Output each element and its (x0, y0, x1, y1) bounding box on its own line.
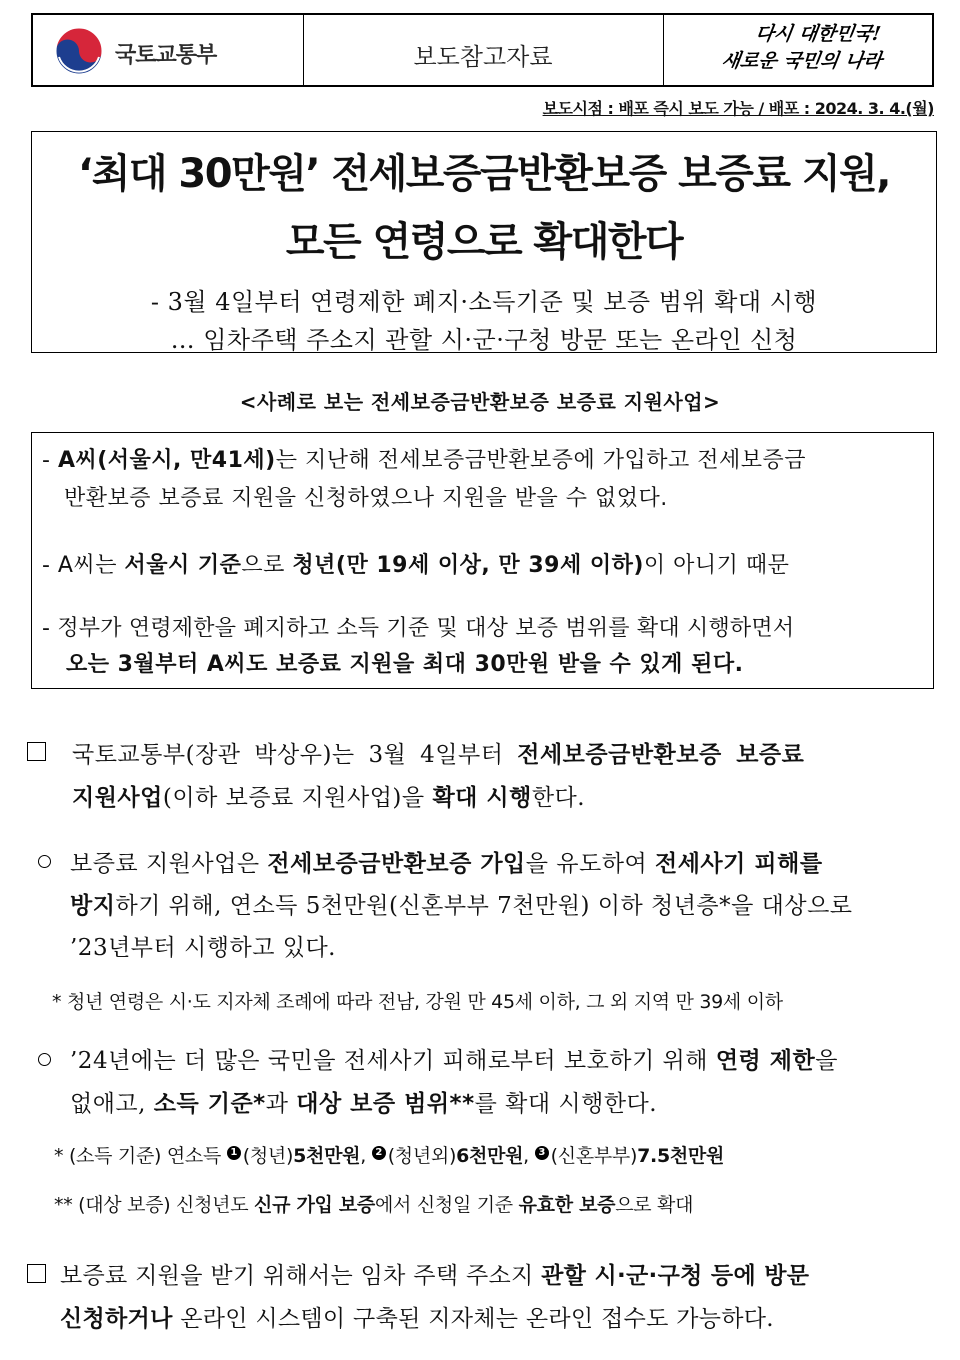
p2-f: 하기 위해, 연소득 5천만원(신혼부부 7천만원) 이하 청년층*을 대상으로 (115, 893, 853, 919)
case-line-2: 반환보증 보증료 지원을 신청하였으나 지원을 받을 수 없었다. (64, 486, 668, 511)
case-line-3-d: 청년(만 19세 이상, 만 39세 이하) (292, 553, 644, 578)
paragraph-3-line-2 (70, 1085, 657, 1118)
case-person: A씨(서울시, 만41세) (57, 448, 276, 473)
paragraph-1-line-2 (72, 779, 585, 812)
p4-c: 신청하거나 (60, 1306, 173, 1332)
note2-f: (신혼부부) (550, 1145, 638, 1167)
case-line-3-b: 서울시 기준 (124, 553, 242, 578)
note3-a: ** (대상 보증) 신청년도 (54, 1194, 255, 1216)
case-line-3-c: 으로 (241, 553, 293, 578)
bullet-circle-1 (38, 855, 51, 868)
release-info: 보도시점 : 배포 즉시 보도 가능 / 배포 : 2024. 3. 4.(월) (542, 99, 934, 118)
paragraph-3-line-1 (70, 1042, 838, 1075)
p1-e: 확대 시행 (432, 785, 532, 811)
paragraph-2-line-1 (70, 845, 823, 878)
note2-a: * (소득 기준) 연소득 (54, 1145, 227, 1167)
p1-a: 국토교통부(장관 박상우)는 3월 4일부터 (72, 742, 518, 768)
subtitle-line-1: - 3월 4일부터 연령제한 폐지·소득기준 및 보증 범위 확대 시행 (150, 288, 818, 316)
note3-c: 에서 신청일 기준 (375, 1194, 519, 1216)
case-line-5: 오는 3월부터 A씨도 보증료 지원을 최대 30만원 받을 수 있게 된다. (66, 652, 744, 677)
p2-c: 을 유도하여 (525, 851, 655, 877)
p4-a: 보증료 지원을 받기 위해서는 임차 주택 주소지 (60, 1263, 542, 1289)
case-box (31, 432, 934, 689)
note2-c: 5천만원 (293, 1145, 361, 1167)
government-emblem-icon (55, 27, 103, 75)
case-line-4: - 정부가 연령제한을 폐지하고 소득 기준 및 대상 보증 범위를 확대 시행하면서 (42, 616, 795, 641)
bullet-square-1 (27, 742, 46, 761)
p3-d: 없애고, (70, 1091, 154, 1117)
note3-b: 신규 가입 보증 (254, 1194, 375, 1216)
p3-c: 을 (815, 1048, 838, 1074)
title-line-1: ‘최대 30만원’ 전세보증금반환보증 보증료 지원, (78, 151, 890, 197)
p4-b: 관할 시·군·구청 등에 방문 (541, 1263, 810, 1289)
title-box (31, 131, 937, 353)
p1-d: (이하 보증료 지원사업)을 (162, 785, 433, 811)
p2-a: 보증료 지원사업은 (70, 851, 268, 877)
p3-g: 대상 보증 범위** (296, 1091, 475, 1117)
case-line-3 (42, 548, 923, 579)
note2-b: (청년) (242, 1145, 294, 1167)
p1-f: 한다. (531, 785, 586, 811)
note-youth-age: * 청년 연령은 시·도 지자체 조례에 따라 전남, 강원 만 45세 이하, 그 외 지역 만 39세 이하 (52, 991, 783, 1013)
paragraph-2-line-3: ’23년부터 시행하고 있다. (70, 935, 336, 961)
case-line-1 (42, 443, 923, 474)
paragraph-2-line-2 (70, 887, 853, 920)
note3-e: 으로 확대 (615, 1194, 694, 1216)
paragraph-4-line-2 (60, 1300, 774, 1333)
bullet-circle-2 (38, 1053, 51, 1066)
note-income-criteria: * (소득 기준) 연소득 1 (청년)5천만원, 2 (청년외)6천만원, 3 (신혼부부)7.5천만원 (54, 1145, 725, 1167)
number-badge-3: 3 (535, 1146, 549, 1160)
slogan-line-1: 다시 대한민국! (753, 23, 883, 45)
p3-f: 과 (265, 1091, 297, 1117)
p3-b: 연령 제한 (715, 1048, 816, 1074)
ministry-name: 국토교통부 (115, 43, 217, 68)
header-divider-left (303, 15, 304, 85)
p2-d: 전세사기 피해를 (655, 851, 823, 877)
subtitle-line-2: … 임차주택 주소지 관할 시·군·구청 방문 또는 온라인 신청 (170, 326, 798, 354)
p4-d: 온라인 시스템이 구축된 지자체는 온라인 접수도 가능하다. (172, 1306, 774, 1332)
note2-e: 6천만원 (456, 1145, 524, 1167)
note2-d: (청년외) (387, 1145, 457, 1167)
header-box (31, 13, 934, 87)
paragraph-4-line-1 (60, 1257, 809, 1290)
number-badge-1: 1 (227, 1146, 241, 1160)
p1-c: 지원사업 (72, 785, 163, 811)
p2-b: 전세보증금반환보증 가입 (267, 851, 526, 877)
p3-e: 소득 기준* (153, 1091, 266, 1117)
note2-g: 7.5천만원 (637, 1145, 725, 1167)
case-line-1-rest: 는 지난해 전세보증금반환보증에 가입하고 전세보증금 (275, 448, 806, 473)
bullet-square-2 (27, 1264, 46, 1283)
p1-b: 전세보증금반환보증 보증료 (517, 742, 805, 768)
note-guarantee-scope (54, 1190, 693, 1217)
p3-h: 를 확대 시행한다. (474, 1091, 658, 1117)
number-badge-2: 2 (372, 1146, 386, 1160)
header-divider-right (663, 15, 664, 85)
document-type: 보도참고자료 (413, 43, 553, 71)
note3-d: 유효한 보증 (518, 1194, 616, 1216)
case-line-3-a: - A씨는 (42, 553, 125, 578)
p3-a: ’24년에는 더 많은 국민을 전세사기 피해로부터 보호하기 위해 (70, 1048, 716, 1074)
paragraph-1-line-1 (72, 736, 804, 769)
government-slogan (719, 21, 933, 83)
slogan-line-2: 새로운 국민의 나라 (720, 50, 884, 72)
case-line-3-e: 이 아니기 때문 (643, 553, 790, 578)
case-dash: - (42, 448, 58, 473)
title-line-2: 모든 연령으로 확대한다 (285, 219, 683, 265)
p2-e: 방지 (70, 893, 116, 919)
case-heading: <사례로 보는 전세보증금반환보증 보증료 지원사업> (239, 390, 721, 414)
